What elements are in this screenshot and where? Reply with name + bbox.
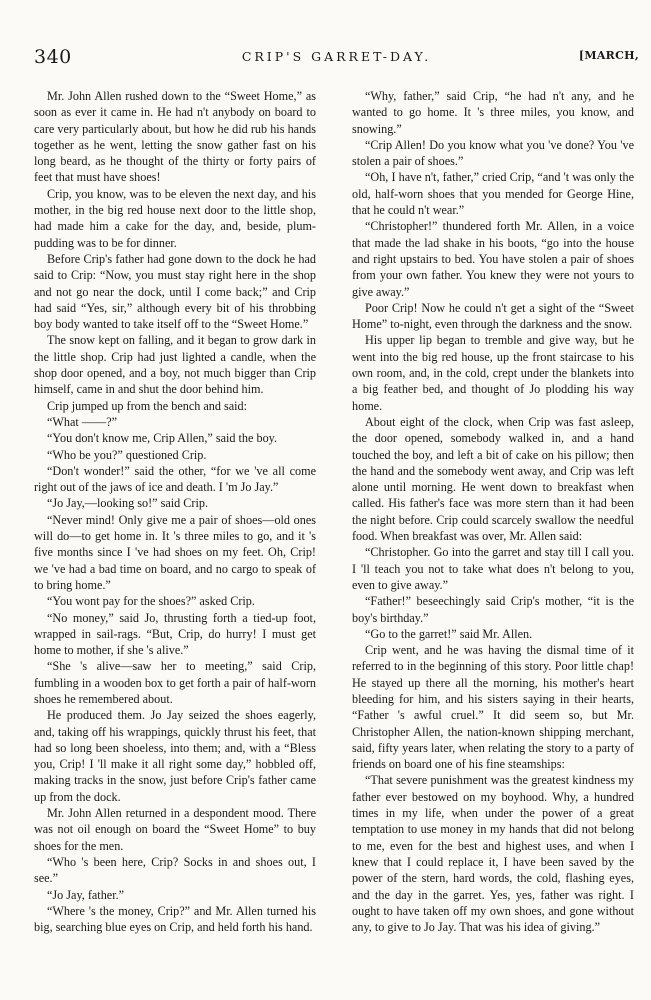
paragraph: “What ——?” (47, 414, 118, 429)
paragraph: “She 's alive—saw her to meeting,” said Crip, fumbling in a wooden box to get forth a pair of half-worn shoes he remembered about. (34, 659, 316, 706)
running-header (34, 46, 639, 68)
right-column (352, 88, 634, 935)
paragraph: “Jo Jay,—looking so!” said Crip. (47, 496, 209, 511)
paragraph: “Oh, I have n't, father,” cried Crip, “and 't was only the old, half-worn shoes that you mended for George Hine, that he could n't wear.” (352, 170, 634, 218)
paragraph: He produced them. Jo Jay seized the shoes eagerly, and, taking off his wrappings, quickly thrust his feet, that had so long been shoeless, into them; and, with a “Bless you, Crip! I 'll make it all right some day,” hobbled off, making tracks in the snow, just before Crip's father came up from the dock. (34, 708, 316, 804)
paragraph: Crip went, and he was having the dismal time of it referred to in the beginning of this story. Poor little chap! He stayed up there all the morning, his mother's heart bleeding for him, and his sisters saying in their hearts, “Father 's awful cruel.” It did seem so, but Mr. Christopher Allen, the nation-known shipping merchant, said, fifty years later, when relating the story to a party of friends on board one of his fine steamships: (352, 643, 634, 772)
paragraph: “Christopher!” thundered forth Mr. Allen, in a voice that made the lad shake in his boots, “go into the house and right upstairs to bed. You have stolen a pair of shoes from your own father. You knew they were not yours to give away.” (352, 219, 634, 299)
paragraph: “That severe punishment was the greatest kindness my father ever bestowed on my boyhood. Why, a hundred times in my life, when under the power of a great temptation to use money in my hands that did not belong to me, even for the best and highest uses, and when I knew that I could replace it, I have been saved by the power of the stern, hard words, the cold, flashing eyes, and the day in the garret. Yes, yes, father was right. I ought to have taken off my own shoes, and gone without any, to give to Jo Jay. That was his idea of giving.” (352, 773, 634, 935)
paragraph: “Crip Allen! Do you know what you 've done? You 've stolen a pair of shoes.” (352, 137, 634, 169)
paragraph: “Father!” beseechingly said Crip's mother, “it is the boy's birthday.” (352, 594, 634, 625)
paragraph: Mr. John Allen returned in a despondent mood. There was not oil enough on board the “Sweet Home” to buy shoes for the men. (34, 806, 316, 853)
paragraph: The snow kept on falling, and it began to grow dark in the little shop. Crip had just lighted a candle, when the shop door opened, and a boy, not much bigger than Crip himself, came in and shut the door behind him. (34, 333, 316, 397)
paragraph: “You don't know me, Crip Allen,” said the boy. (47, 431, 278, 446)
paragraph: “Don't wonder!” said the other, “for we 've all come right out of the jaws of ice and death. I 'm Jo Jay.” (34, 463, 316, 495)
issue-date: [MARCH, (578, 49, 639, 62)
paragraph: “Who 's been here, Crip? Socks in and shoes out, I see.” (34, 854, 316, 886)
paragraph: Before Crip's father had gone down to the dock he had said to Crip: “Now, you must stay right here in the shop and not go near the dock, until I come back;” and Crip had said “Yes, sir,” although every bit of his throbbing boy body wanted to take itself off to the “Sweet Home.” (34, 251, 316, 332)
left-column (34, 88, 316, 935)
paragraph: “Christopher. Go into the garret and stay till I call you. I 'll teach you not to take what does n't belong to you, even to give away.” (352, 545, 634, 592)
paragraph: “Where 's the money, Crip?” and Mr. Allen turned his big, searching blue eyes on Crip, and held forth his hand. (34, 903, 316, 935)
page-number: 340 (34, 46, 72, 68)
paragraph: “Why, father,” said Crip, “he had n't any, and he wanted to go home. It 's three miles, you know, and snowing.” (352, 89, 634, 136)
paragraph: “Go to the garret!” said Mr. Allen. (365, 626, 533, 641)
paragraph: His upper lip began to tremble and give way, but he went into the big red house, up the front staircase to his own room, and, in the cold, crept under the blankets into a big feather bed, and thought of Jo plodding his way home. (352, 333, 634, 413)
paragraph: Mr. John Allen rushed down to the “Sweet Home,” as soon as ever it came in. He had n't anybody on board to care very particularly about, but how he did rub his hands together as he went, letting the snow gather fast on his long beard, as he thought of the thirty or forty pairs of feet that must have shoes! (34, 89, 316, 185)
paragraph: “Jo Jay, father.” (47, 887, 125, 902)
paragraph: “Who be you?” questioned Crip. (47, 447, 207, 462)
paragraph: Crip jumped up from the bench and said: (47, 398, 248, 413)
running-title: CRIP'S GARRET-DAY. (241, 49, 432, 64)
paragraph: “Never mind! Only give me a pair of shoes—old ones will do—to get home in. It 's three miles to go, and it 's five months since I 've had shoes on my feet. Oh, Crip! we 've had a bad time on board, and no cargo to speak of to bring home.” (34, 512, 316, 592)
paragraph: “No money,” said Jo, thrusting forth a tied-up foot, wrapped in sail-rags. “But, Crip, do hurry! I must get home to mother, if she 's alive.” (34, 610, 316, 658)
paragraph: “You wont pay for the shoes?” asked Crip. (47, 594, 255, 609)
paragraph: Crip, you know, was to be eleven the next day, and his mother, in the big red house next door to the little shop, had made him a cake for the day, and, beside, plum-pudding was to be for dinner. (34, 186, 316, 250)
paragraph: Poor Crip! Now he could n't get a sight of the “Sweet Home” to-night, even through the darkness and the snow. (352, 300, 634, 332)
paragraph: About eight of the clock, when Crip was fast asleep, the door opened, somebody walked in, and a hand touched the boy, and left a bit of cake on his pillow; then the hand and the somebody went away, and Crip was left alone until morning. He went down to breakfast when called. His father's face was more stern than it had been the night before. Crip could scarcely swallow the needful food. When breakfast was over, Mr. Allen said: (352, 414, 634, 544)
